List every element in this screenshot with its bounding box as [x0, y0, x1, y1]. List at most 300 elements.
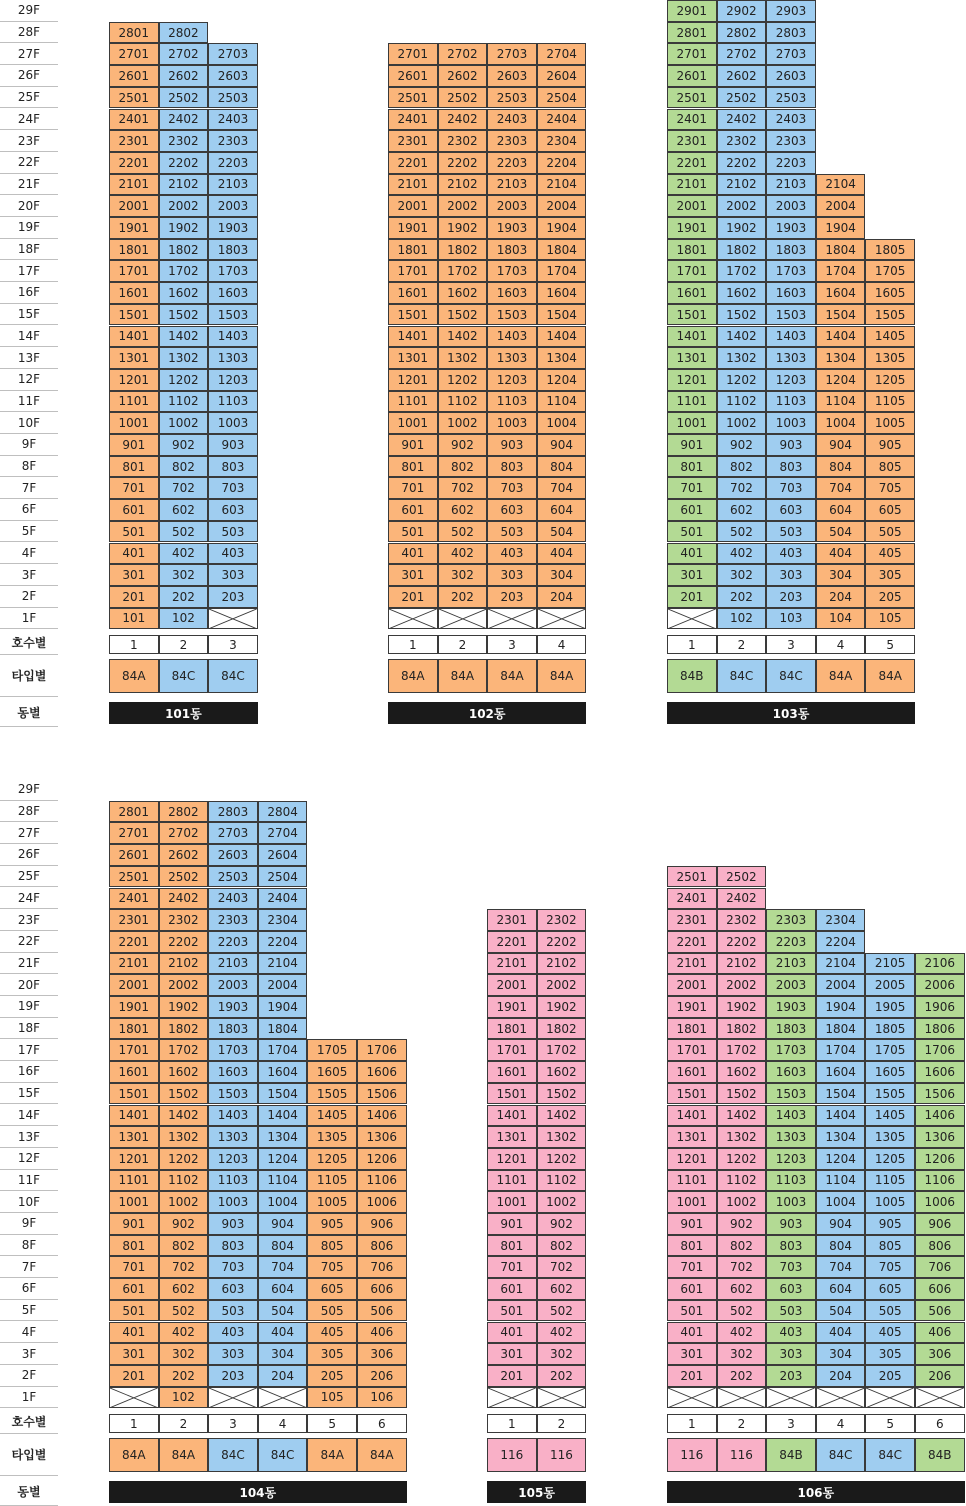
unit-cell[interactable]: 2501 [109, 866, 159, 888]
unit-cell[interactable]: 1801 [487, 1018, 537, 1040]
unit-cell[interactable]: 1002 [717, 1191, 767, 1213]
unit-cell[interactable]: 404 [816, 543, 866, 565]
unit-cell[interactable]: 1401 [667, 326, 717, 348]
unit-cell[interactable]: 306 [915, 1343, 965, 1365]
unit-cell[interactable]: 2002 [159, 195, 209, 217]
unit-cell[interactable]: 1303 [766, 1126, 816, 1148]
unit-cell[interactable]: 1604 [258, 1061, 308, 1083]
unit-cell[interactable]: 901 [667, 434, 717, 456]
unit-cell[interactable]: 201 [487, 1365, 537, 1387]
unit-cell[interactable]: 2006 [915, 974, 965, 996]
unit-cell[interactable]: 906 [357, 1213, 407, 1235]
unit-cell[interactable]: 2202 [537, 931, 587, 953]
unit-cell[interactable]: 1001 [487, 1191, 537, 1213]
unit-cell[interactable]: 2202 [159, 931, 209, 953]
unit-cell[interactable]: 1903 [766, 217, 816, 239]
unit-cell[interactable]: 503 [208, 521, 258, 543]
unit-cell[interactable]: 1706 [915, 1039, 965, 1061]
unit-cell[interactable]: 201 [388, 586, 438, 608]
unit-cell[interactable]: 1701 [487, 1039, 537, 1061]
unit-cell[interactable]: 606 [357, 1278, 407, 1300]
unit-cell[interactable]: 302 [159, 564, 209, 586]
unit-cell[interactable]: 601 [667, 1278, 717, 1300]
unit-cell[interactable]: 905 [307, 1213, 357, 1235]
unit-cell[interactable]: 1001 [667, 1191, 717, 1213]
unit-cell[interactable]: 1201 [109, 369, 159, 391]
unit-cell[interactable]: 2401 [388, 109, 438, 131]
unit-cell[interactable]: 1402 [537, 1105, 587, 1127]
unit-cell[interactable]: 903 [487, 434, 537, 456]
unit-cell[interactable]: 2703 [208, 43, 258, 65]
unit-cell[interactable]: 1905 [865, 996, 915, 1018]
unit-cell[interactable]: 1901 [667, 217, 717, 239]
unit-cell[interactable]: 1504 [816, 304, 866, 326]
unit-cell[interactable]: 1303 [766, 347, 816, 369]
unit-cell[interactable]: 1105 [865, 391, 915, 413]
unit-cell[interactable]: 2602 [159, 65, 209, 87]
unit-cell[interactable]: 2004 [816, 974, 866, 996]
unit-cell[interactable]: 204 [537, 586, 587, 608]
unit-cell[interactable]: 701 [388, 477, 438, 499]
unit-cell[interactable]: 2002 [159, 974, 209, 996]
unit-cell[interactable]: 1404 [816, 1105, 866, 1127]
unit-cell[interactable]: 2602 [159, 844, 209, 866]
unit-cell[interactable]: 1103 [766, 1170, 816, 1192]
unit-cell[interactable]: 1203 [766, 369, 816, 391]
unit-cell[interactable]: 1003 [208, 1191, 258, 1213]
unit-cell[interactable]: 1802 [159, 1018, 209, 1040]
unit-cell[interactable]: 1506 [915, 1083, 965, 1105]
unit-cell[interactable]: 502 [717, 521, 767, 543]
unit-cell[interactable]: 1403 [766, 1105, 816, 1127]
unit-cell[interactable]: 1402 [159, 326, 209, 348]
unit-cell[interactable]: 1003 [208, 412, 258, 434]
unit-cell[interactable]: 802 [717, 1235, 767, 1257]
unit-cell[interactable]: 703 [766, 1256, 816, 1278]
unit-cell[interactable]: 1803 [208, 239, 258, 261]
unit-cell[interactable]: 2602 [717, 65, 767, 87]
unit-cell[interactable]: 2002 [717, 974, 767, 996]
unit-cell[interactable]: 1103 [487, 391, 537, 413]
unit-cell[interactable]: 1604 [816, 282, 866, 304]
unit-cell[interactable]: 1201 [487, 1148, 537, 1170]
unit-cell[interactable]: 904 [816, 1213, 866, 1235]
unit-cell[interactable]: 604 [816, 1278, 866, 1300]
unit-cell[interactable]: 2203 [766, 931, 816, 953]
unit-cell[interactable]: 201 [109, 586, 159, 608]
unit-cell[interactable]: 2302 [717, 909, 767, 931]
unit-cell[interactable]: 1503 [766, 304, 816, 326]
unit-cell[interactable]: 504 [258, 1300, 308, 1322]
unit-cell[interactable]: 1701 [667, 260, 717, 282]
unit-cell[interactable]: 706 [357, 1256, 407, 1278]
unit-cell[interactable]: 403 [487, 543, 537, 565]
unit-cell[interactable]: 701 [667, 477, 717, 499]
unit-cell[interactable]: 1102 [159, 391, 209, 413]
unit-cell[interactable]: 1602 [717, 282, 767, 304]
unit-cell[interactable]: 2502 [717, 87, 767, 109]
unit-cell[interactable]: 2004 [258, 974, 308, 996]
unit-cell[interactable]: 305 [865, 1343, 915, 1365]
unit-cell[interactable]: 801 [109, 1235, 159, 1257]
unit-cell[interactable]: 1504 [816, 1083, 866, 1105]
unit-cell[interactable]: 402 [717, 1322, 767, 1344]
unit-cell[interactable]: 1001 [109, 412, 159, 434]
unit-cell[interactable]: 1204 [258, 1148, 308, 1170]
unit-cell[interactable]: 2303 [208, 909, 258, 931]
unit-cell[interactable]: 2501 [667, 87, 717, 109]
unit-cell[interactable]: 2603 [487, 65, 537, 87]
unit-cell[interactable]: 102 [159, 1387, 209, 1409]
unit-cell[interactable]: 1503 [766, 1083, 816, 1105]
unit-cell[interactable]: 803 [487, 456, 537, 478]
unit-cell[interactable]: 2302 [537, 909, 587, 931]
unit-cell[interactable]: 2203 [487, 152, 537, 174]
unit-cell[interactable]: 2101 [388, 174, 438, 196]
unit-cell[interactable]: 1303 [208, 347, 258, 369]
unit-cell[interactable]: 2201 [487, 931, 537, 953]
unit-cell[interactable]: 403 [766, 1322, 816, 1344]
unit-cell[interactable]: 2803 [766, 22, 816, 44]
unit-cell[interactable]: 1301 [109, 347, 159, 369]
unit-cell[interactable]: 603 [766, 1278, 816, 1300]
unit-cell[interactable]: 2801 [109, 22, 159, 44]
unit-cell[interactable]: 1004 [816, 1191, 866, 1213]
unit-cell[interactable]: 1102 [537, 1170, 587, 1192]
unit-cell[interactable]: 1301 [667, 1126, 717, 1148]
unit-cell[interactable]: 2004 [537, 195, 587, 217]
unit-cell[interactable]: 1803 [766, 239, 816, 261]
unit-cell[interactable]: 2101 [487, 953, 537, 975]
unit-cell[interactable]: 601 [109, 1278, 159, 1300]
unit-cell[interactable]: 903 [766, 1213, 816, 1235]
unit-cell[interactable]: 604 [537, 499, 587, 521]
unit-cell[interactable]: 301 [667, 1343, 717, 1365]
unit-cell[interactable]: 1403 [487, 326, 537, 348]
unit-cell[interactable]: 303 [766, 1343, 816, 1365]
unit-cell[interactable]: 1303 [208, 1126, 258, 1148]
unit-cell[interactable]: 1801 [109, 1018, 159, 1040]
unit-cell[interactable]: 1701 [109, 260, 159, 282]
unit-cell[interactable]: 304 [816, 564, 866, 586]
unit-cell[interactable]: 504 [537, 521, 587, 543]
unit-cell[interactable]: 802 [717, 456, 767, 478]
unit-cell[interactable]: 2402 [717, 109, 767, 131]
unit-cell[interactable]: 1901 [487, 996, 537, 1018]
unit-cell[interactable]: 2004 [816, 195, 866, 217]
unit-cell[interactable]: 202 [717, 1365, 767, 1387]
unit-cell[interactable]: 402 [717, 543, 767, 565]
unit-cell[interactable]: 2203 [766, 152, 816, 174]
unit-cell[interactable]: 1301 [109, 1126, 159, 1148]
unit-cell[interactable]: 1604 [816, 1061, 866, 1083]
unit-cell[interactable]: 2701 [667, 43, 717, 65]
unit-cell[interactable]: 2104 [537, 174, 587, 196]
unit-cell[interactable]: 1003 [766, 1191, 816, 1213]
unit-cell[interactable]: 1003 [766, 412, 816, 434]
unit-cell[interactable]: 1101 [667, 1170, 717, 1192]
unit-cell[interactable]: 803 [766, 456, 816, 478]
unit-cell[interactable]: 501 [388, 521, 438, 543]
unit-cell[interactable]: 1802 [438, 239, 488, 261]
unit-cell[interactable]: 2101 [667, 174, 717, 196]
unit-cell[interactable]: 1302 [717, 347, 767, 369]
unit-cell[interactable]: 1604 [537, 282, 587, 304]
unit-cell[interactable]: 2103 [766, 953, 816, 975]
unit-cell[interactable]: 2103 [208, 174, 258, 196]
unit-cell[interactable]: 2801 [667, 22, 717, 44]
unit-cell[interactable]: 202 [159, 1365, 209, 1387]
unit-cell[interactable]: 1902 [159, 217, 209, 239]
unit-cell[interactable]: 1403 [208, 326, 258, 348]
unit-cell[interactable]: 504 [816, 1300, 866, 1322]
unit-cell[interactable]: 805 [307, 1235, 357, 1257]
unit-cell[interactable]: 1802 [537, 1018, 587, 1040]
unit-cell[interactable]: 1304 [816, 1126, 866, 1148]
unit-cell[interactable]: 1502 [717, 304, 767, 326]
unit-cell[interactable]: 105 [865, 608, 915, 630]
unit-cell[interactable]: 602 [717, 1278, 767, 1300]
unit-cell[interactable]: 2604 [537, 65, 587, 87]
unit-cell[interactable]: 1602 [159, 282, 209, 304]
unit-cell[interactable]: 1903 [766, 996, 816, 1018]
unit-cell[interactable]: 1701 [109, 1039, 159, 1061]
unit-cell[interactable]: 1104 [537, 391, 587, 413]
unit-cell[interactable]: 2102 [537, 953, 587, 975]
unit-cell[interactable]: 2103 [766, 174, 816, 196]
unit-cell[interactable]: 206 [357, 1365, 407, 1387]
unit-cell[interactable]: 802 [537, 1235, 587, 1257]
unit-cell[interactable]: 2903 [766, 0, 816, 22]
unit-cell[interactable]: 1401 [109, 1105, 159, 1127]
unit-cell[interactable]: 2301 [109, 130, 159, 152]
unit-cell[interactable]: 403 [208, 1322, 258, 1344]
unit-cell[interactable]: 202 [537, 1365, 587, 1387]
unit-cell[interactable]: 2303 [487, 130, 537, 152]
unit-cell[interactable]: 1603 [487, 282, 537, 304]
unit-cell[interactable]: 806 [915, 1235, 965, 1257]
unit-cell[interactable]: 1504 [537, 304, 587, 326]
unit-cell[interactable]: 702 [537, 1256, 587, 1278]
unit-cell[interactable]: 306 [357, 1343, 407, 1365]
unit-cell[interactable]: 1203 [487, 369, 537, 391]
unit-cell[interactable]: 1601 [667, 1061, 717, 1083]
unit-cell[interactable]: 302 [717, 1343, 767, 1365]
unit-cell[interactable]: 2302 [438, 130, 488, 152]
unit-cell[interactable]: 2702 [159, 43, 209, 65]
unit-cell[interactable]: 2005 [865, 974, 915, 996]
unit-cell[interactable]: 1806 [915, 1018, 965, 1040]
unit-cell[interactable]: 1306 [915, 1126, 965, 1148]
unit-cell[interactable]: 904 [816, 434, 866, 456]
unit-cell[interactable]: 702 [717, 477, 767, 499]
unit-cell[interactable]: 701 [667, 1256, 717, 1278]
unit-cell[interactable]: 1605 [307, 1061, 357, 1083]
unit-cell[interactable]: 703 [487, 477, 537, 499]
unit-cell[interactable]: 2503 [766, 87, 816, 109]
unit-cell[interactable]: 401 [667, 543, 717, 565]
unit-cell[interactable]: 1404 [816, 326, 866, 348]
unit-cell[interactable]: 406 [915, 1322, 965, 1344]
unit-cell[interactable]: 1602 [438, 282, 488, 304]
unit-cell[interactable]: 1603 [208, 1061, 258, 1083]
unit-cell[interactable]: 2202 [438, 152, 488, 174]
unit-cell[interactable]: 1505 [307, 1083, 357, 1105]
unit-cell[interactable]: 2003 [766, 195, 816, 217]
unit-cell[interactable]: 1804 [537, 239, 587, 261]
unit-cell[interactable]: 1306 [357, 1126, 407, 1148]
unit-cell[interactable]: 204 [816, 1365, 866, 1387]
unit-cell[interactable]: 404 [816, 1322, 866, 1344]
unit-cell[interactable]: 1704 [537, 260, 587, 282]
unit-cell[interactable]: 2201 [109, 152, 159, 174]
unit-cell[interactable]: 1105 [865, 1170, 915, 1192]
unit-cell[interactable]: 1804 [816, 239, 866, 261]
unit-cell[interactable]: 2105 [865, 953, 915, 975]
unit-cell[interactable]: 2003 [766, 974, 816, 996]
unit-cell[interactable]: 103 [766, 608, 816, 630]
unit-cell[interactable]: 302 [717, 564, 767, 586]
unit-cell[interactable]: 903 [208, 434, 258, 456]
unit-cell[interactable]: 2403 [487, 109, 537, 131]
unit-cell[interactable]: 1202 [438, 369, 488, 391]
unit-cell[interactable]: 1502 [717, 1083, 767, 1105]
unit-cell[interactable]: 805 [865, 1235, 915, 1257]
unit-cell[interactable]: 502 [159, 1300, 209, 1322]
unit-cell[interactable]: 405 [865, 543, 915, 565]
unit-cell[interactable]: 1405 [307, 1105, 357, 1127]
unit-cell[interactable]: 2102 [717, 953, 767, 975]
unit-cell[interactable]: 1001 [667, 412, 717, 434]
unit-cell[interactable]: 902 [438, 434, 488, 456]
unit-cell[interactable]: 2303 [766, 130, 816, 152]
unit-cell[interactable]: 105 [307, 1387, 357, 1409]
unit-cell[interactable]: 902 [537, 1213, 587, 1235]
unit-cell[interactable]: 904 [537, 434, 587, 456]
unit-cell[interactable]: 302 [438, 564, 488, 586]
unit-cell[interactable]: 1006 [357, 1191, 407, 1213]
unit-cell[interactable]: 1002 [438, 412, 488, 434]
unit-cell[interactable]: 904 [258, 1213, 308, 1235]
unit-cell[interactable]: 2702 [159, 822, 209, 844]
unit-cell[interactable]: 2201 [109, 931, 159, 953]
unit-cell[interactable]: 501 [667, 521, 717, 543]
unit-cell[interactable]: 2203 [208, 931, 258, 953]
unit-cell[interactable]: 2302 [159, 130, 209, 152]
unit-cell[interactable]: 1102 [717, 1170, 767, 1192]
unit-cell[interactable]: 1501 [109, 1083, 159, 1105]
unit-cell[interactable]: 902 [159, 1213, 209, 1235]
unit-cell[interactable]: 2003 [487, 195, 537, 217]
unit-cell[interactable]: 2701 [388, 43, 438, 65]
unit-cell[interactable]: 1305 [865, 1126, 915, 1148]
unit-cell[interactable]: 2106 [915, 953, 965, 975]
unit-cell[interactable]: 104 [816, 608, 866, 630]
unit-cell[interactable]: 1702 [159, 260, 209, 282]
unit-cell[interactable]: 1903 [487, 217, 537, 239]
unit-cell[interactable]: 1706 [357, 1039, 407, 1061]
unit-cell[interactable]: 1104 [816, 391, 866, 413]
unit-cell[interactable]: 1205 [865, 1148, 915, 1170]
unit-cell[interactable]: 702 [159, 1256, 209, 1278]
unit-cell[interactable]: 2202 [717, 152, 767, 174]
unit-cell[interactable]: 2001 [388, 195, 438, 217]
unit-cell[interactable]: 1205 [865, 369, 915, 391]
unit-cell[interactable]: 1201 [667, 369, 717, 391]
unit-cell[interactable]: 2401 [109, 109, 159, 131]
unit-cell[interactable]: 2803 [208, 801, 258, 823]
unit-cell[interactable]: 606 [915, 1278, 965, 1300]
unit-cell[interactable]: 2502 [159, 866, 209, 888]
unit-cell[interactable]: 703 [208, 477, 258, 499]
unit-cell[interactable]: 2701 [109, 822, 159, 844]
unit-cell[interactable]: 1801 [388, 239, 438, 261]
unit-cell[interactable]: 1605 [865, 282, 915, 304]
unit-cell[interactable]: 1904 [816, 217, 866, 239]
unit-cell[interactable]: 1902 [438, 217, 488, 239]
unit-cell[interactable]: 1802 [159, 239, 209, 261]
unit-cell[interactable]: 602 [159, 1278, 209, 1300]
unit-cell[interactable]: 704 [816, 1256, 866, 1278]
unit-cell[interactable]: 705 [865, 1256, 915, 1278]
unit-cell[interactable]: 1001 [109, 1191, 159, 1213]
unit-cell[interactable]: 602 [438, 499, 488, 521]
unit-cell[interactable]: 1002 [717, 412, 767, 434]
unit-cell[interactable]: 602 [159, 499, 209, 521]
unit-cell[interactable]: 2001 [109, 974, 159, 996]
unit-cell[interactable]: 2502 [438, 87, 488, 109]
unit-cell[interactable]: 2404 [537, 109, 587, 131]
unit-cell[interactable]: 1201 [388, 369, 438, 391]
unit-cell[interactable]: 501 [667, 1300, 717, 1322]
unit-cell[interactable]: 703 [208, 1256, 258, 1278]
unit-cell[interactable]: 204 [816, 586, 866, 608]
unit-cell[interactable]: 1901 [667, 996, 717, 1018]
unit-cell[interactable]: 1301 [388, 347, 438, 369]
unit-cell[interactable]: 401 [487, 1322, 537, 1344]
unit-cell[interactable]: 202 [717, 586, 767, 608]
unit-cell[interactable]: 402 [159, 1322, 209, 1344]
unit-cell[interactable]: 1704 [816, 260, 866, 282]
unit-cell[interactable]: 505 [307, 1300, 357, 1322]
unit-cell[interactable]: 802 [159, 1235, 209, 1257]
unit-cell[interactable]: 102 [159, 608, 209, 630]
unit-cell[interactable]: 2203 [208, 152, 258, 174]
unit-cell[interactable]: 1003 [487, 412, 537, 434]
unit-cell[interactable]: 1904 [258, 996, 308, 1018]
unit-cell[interactable]: 403 [208, 543, 258, 565]
unit-cell[interactable]: 902 [717, 1213, 767, 1235]
unit-cell[interactable]: 605 [307, 1278, 357, 1300]
unit-cell[interactable]: 1703 [766, 1039, 816, 1061]
unit-cell[interactable]: 2304 [816, 909, 866, 931]
unit-cell[interactable]: 1102 [438, 391, 488, 413]
unit-cell[interactable]: 1206 [915, 1148, 965, 1170]
unit-cell[interactable]: 2503 [487, 87, 537, 109]
unit-cell[interactable]: 1802 [717, 239, 767, 261]
unit-cell[interactable]: 2204 [537, 152, 587, 174]
unit-cell[interactable]: 1005 [307, 1191, 357, 1213]
unit-cell[interactable]: 2702 [717, 43, 767, 65]
unit-cell[interactable]: 1702 [717, 260, 767, 282]
unit-cell[interactable]: 205 [865, 586, 915, 608]
unit-cell[interactable]: 1206 [357, 1148, 407, 1170]
unit-cell[interactable]: 603 [766, 499, 816, 521]
unit-cell[interactable]: 301 [487, 1343, 537, 1365]
unit-cell[interactable]: 1304 [258, 1126, 308, 1148]
unit-cell[interactable]: 504 [816, 521, 866, 543]
unit-cell[interactable]: 2404 [258, 888, 308, 910]
